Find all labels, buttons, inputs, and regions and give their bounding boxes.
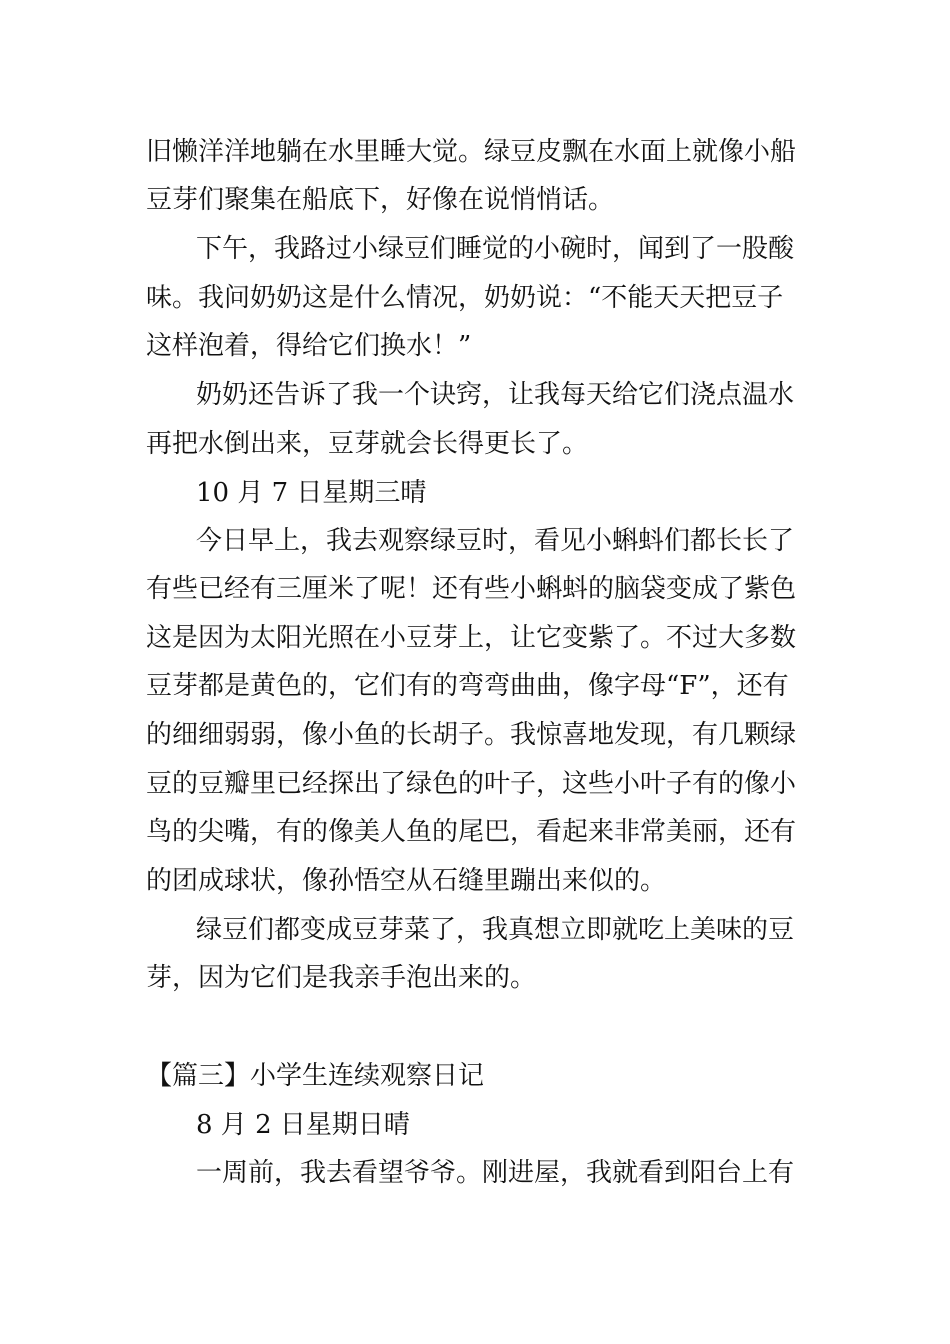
text-line: 这是因为太阳光照在小豆芽上，让它变紫了。不过大多数 [146,623,797,653]
text-line: 一周前，我去看望爷爷。刚进屋，我就看到阳台上有 [196,1158,795,1188]
text-line: 的细细弱弱，像小鱼的长胡子。我惊喜地发现，有几颗绿 [146,720,797,750]
diary-date-heading: 8 月 2 日星期日晴 [196,1110,410,1140]
text-line: 豆芽们聚集在船底下，好像在说悄悄话。 [146,185,615,215]
section-heading: 【篇三】小学生连续观察日记 [146,1061,485,1091]
text-line: 芽，因为它们是我亲手泡出来的。 [146,963,537,993]
text-line: 再把水倒出来，豆芽就会长得更长了。 [146,429,589,459]
diary-date-heading: 10 月 7 日星期三晴 [196,478,427,508]
text-line: 这样泡着，得给它们换水！” [146,331,472,361]
text-line: 下午，我路过小绿豆们睡觉的小碗时，闻到了一股酸 [196,234,795,264]
text-line: 旧懒洋洋地躺在水里睡大觉。绿豆皮飘在水面上就像小船 [146,137,797,167]
text-line: 今日早上，我去观察绿豆时，看见小蝌蚪们都长长了 [196,526,795,556]
text-line: 的团成球状，像孙悟空从石缝里蹦出来似的。 [146,866,667,896]
text-line: 绿豆们都变成豆芽菜了，我真想立即就吃上美味的豆 [196,915,795,945]
text-line: 有些已经有三厘米了呢！还有些小蝌蚪的脑袋变成了紫色 [146,574,797,604]
text-line: 豆芽都是黄色的，它们有的弯弯曲曲，像字母“F”，还有 [146,671,789,701]
text-line: 鸟的尖嘴，有的像美人鱼的尾巴，看起来非常美丽，还有 [146,817,797,847]
text-line: 味。我问奶奶这是什么情况，奶奶说：“不能天天把豆子 [146,283,784,313]
text-line: 奶奶还告诉了我一个诀窍，让我每天给它们浇点温水 [196,380,795,410]
text-line: 豆的豆瓣里已经探出了绿色的叶子，这些小叶子有的像小 [146,769,797,799]
